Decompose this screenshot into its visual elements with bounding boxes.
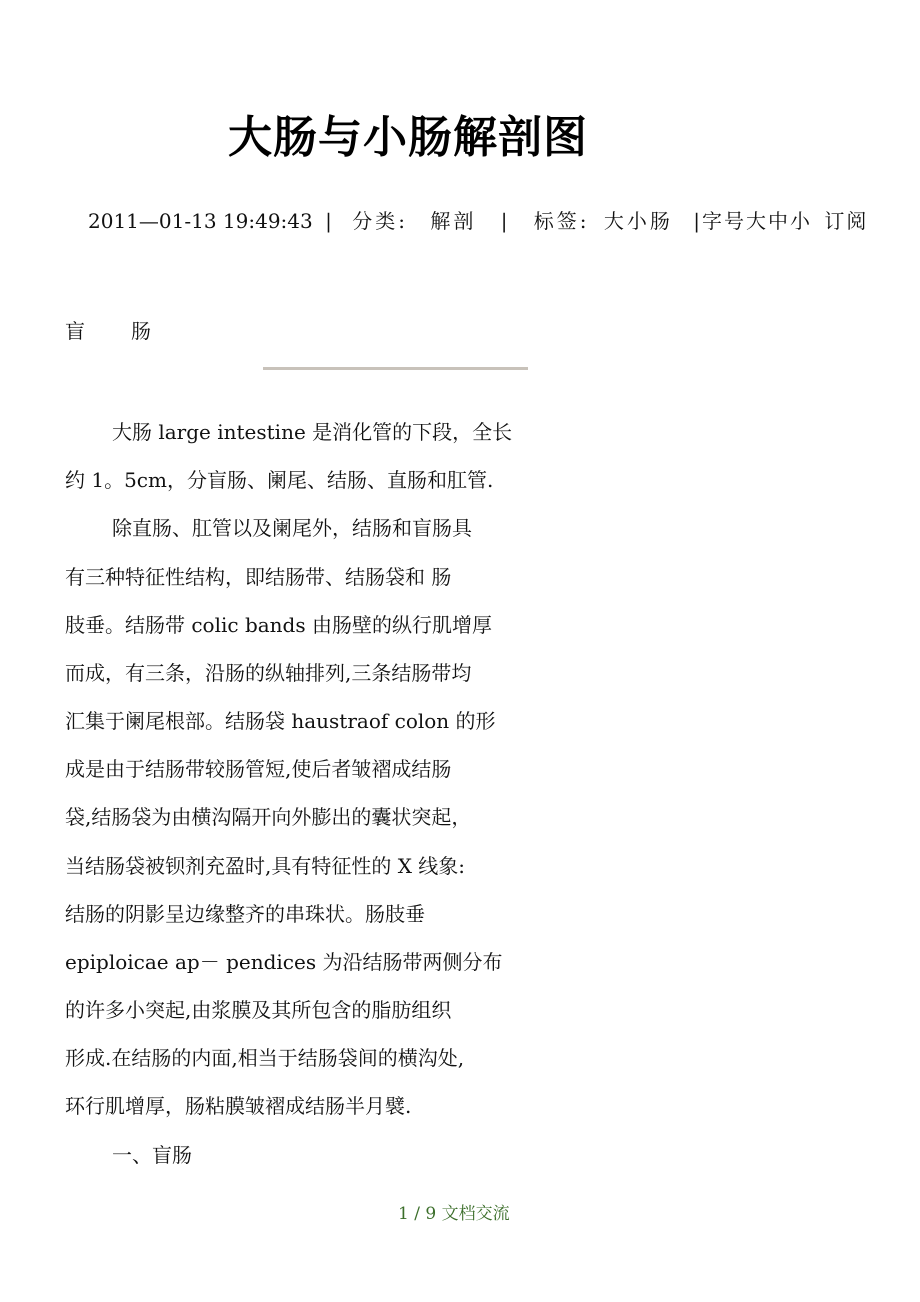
body-line: 当结肠袋被钡剂充盈时,具有特征性的 X 线象: [65, 854, 466, 878]
post-meta [88, 206, 868, 236]
body-line: 的许多小突起,由浆膜及其所包含的脂肪组织 [65, 998, 452, 1022]
body-line: 成是由于结肠带较肠管短,使后者皱褶成结肠 [65, 757, 452, 781]
body-line: 约 1。5cm，分盲肠、阑尾、结肠、直肠和肛管. [65, 468, 494, 492]
tags-label: 标签: [533, 209, 590, 233]
body-line: 汇集于阑尾根部。结肠袋 haustraof colon 的形 [65, 709, 496, 733]
body-line: 大肠 large intestine 是消化管的下段，全长 [112, 420, 513, 444]
section-divider [263, 367, 528, 370]
document-title: 大肠与小肠解剖图 [228, 112, 588, 163]
meta-separator: | [325, 209, 332, 233]
body-line: 有三种特征性结构，即结肠带、结肠袋和 肠 [65, 565, 452, 589]
body-line: 结肠的阴影呈边缘整齐的串珠状。肠肢垂 [65, 902, 425, 926]
body-line: 肢垂。结肠带 colic bands 由肠壁的纵行肌增厚 [65, 613, 492, 637]
category-label: 分类: [352, 209, 408, 233]
section-heading-char: 肠 [131, 319, 151, 343]
tag-link[interactable]: 大小肠 [603, 209, 673, 233]
category-link[interactable]: 解剖 [430, 209, 477, 233]
section-heading [65, 316, 151, 346]
font-size-switch[interactable]: |字号大中小 [693, 209, 813, 233]
body-line: 袋,结肠袋为由横沟隔开向外膨出的囊状突起， [65, 805, 472, 829]
body-line: 除直肠、肛管以及阑尾外，结肠和盲肠具 [112, 516, 472, 540]
body-line: 形成.在结肠的内面,相当于结肠袋间的横沟处, [65, 1046, 465, 1070]
meta-separator: | [500, 209, 508, 233]
section-heading-char: 盲 [65, 319, 85, 343]
subsection-heading: 一、盲肠 [112, 1143, 192, 1167]
subscribe-link[interactable]: 订阅 [824, 209, 869, 233]
body-line: 环行肌增厚，肠粘膜皱褶成结肠半月襞. [65, 1094, 412, 1118]
post-timestamp: 2011—01-13 19:49:43 [88, 209, 313, 233]
body-line: 而成，有三条，沿肠的纵轴排列,三条结肠带均 [65, 661, 472, 685]
page-footer: 1 / 9 文档交流 [398, 1204, 510, 1224]
body-line: epiploicae ap－ pendices 为沿结肠带两侧分布 [65, 950, 503, 974]
